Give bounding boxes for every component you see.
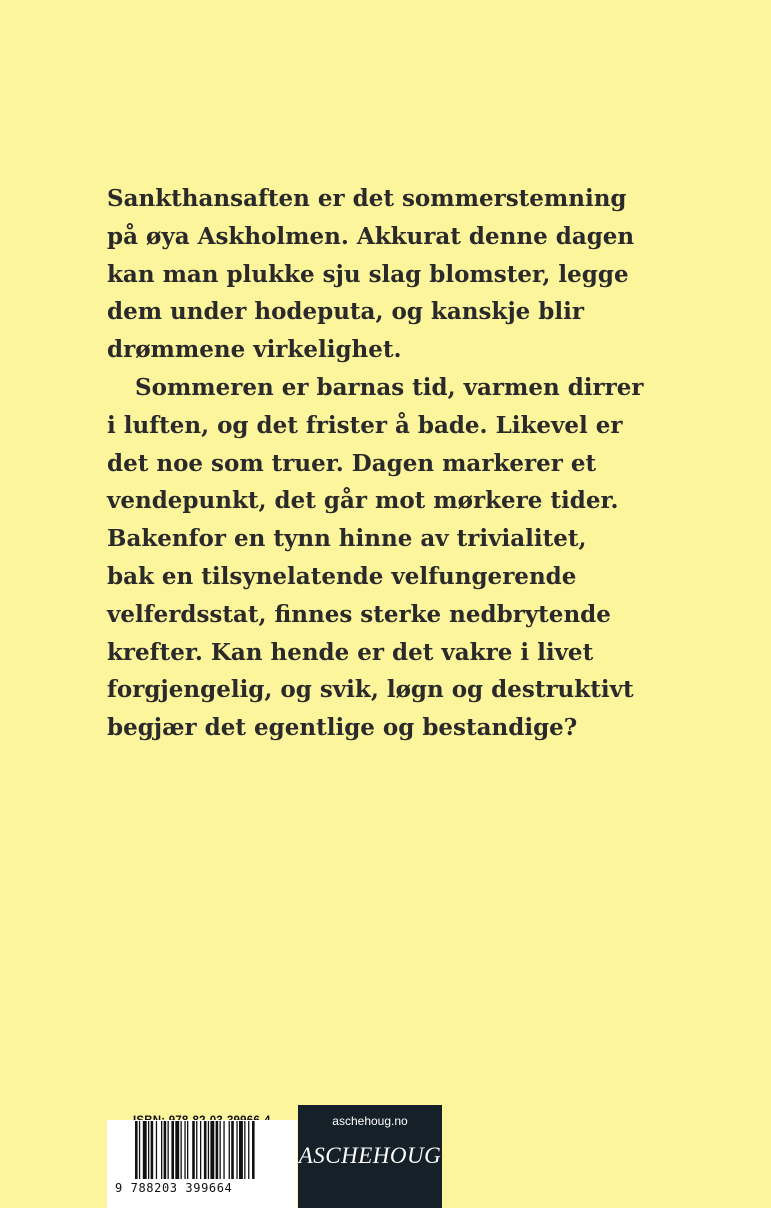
barcode-bar <box>210 1121 214 1179</box>
blurb-line: på øya Askholmen. Akkurat denne dagen <box>107 222 635 250</box>
blurb-line: Sankthansaften er det sommerstemning <box>107 185 627 212</box>
barcode-bar <box>200 1121 201 1179</box>
barcode-bar <box>196 1121 197 1179</box>
blurb-line: bak en tilsynelatende velfungerende <box>107 562 577 590</box>
barcode-bar <box>208 1121 209 1179</box>
blurb-line: det noe som truer. Dagen markerer et <box>107 449 597 477</box>
barcode-bar <box>187 1121 188 1179</box>
back-cover-blurb <box>107 180 707 747</box>
barcode-bar <box>236 1121 237 1179</box>
blurb-line: i luften, og det frister å bade. Likevel er <box>107 411 623 439</box>
barcode-bar <box>161 1121 162 1179</box>
barcode-bar <box>181 1121 182 1179</box>
barcode-bar <box>139 1121 140 1179</box>
barcode-bar <box>229 1121 230 1179</box>
barcode-bar <box>135 1121 138 1179</box>
publisher-logo: ASCHEHOUG <box>298 1143 442 1168</box>
blurb-line: drømmene virkelighet. <box>107 336 402 364</box>
barcode-bar <box>220 1121 221 1179</box>
barcode-bar <box>143 1121 147 1179</box>
barcode-bar <box>231 1121 234 1179</box>
barcode-bar <box>164 1121 167 1179</box>
barcode-bar <box>148 1121 149 1179</box>
blurb-line: velferdsstat, finnes sterke nedbrytende <box>107 600 611 628</box>
blurb-line: vendepunkt, det går mot mørkere tider. <box>107 487 619 515</box>
blurb-line: dem under hodeputa, og kanskje blir <box>107 298 584 326</box>
barcode-bars <box>135 1121 291 1179</box>
blurb-line: forgjengelig, og svik, løgn og destruktivt <box>107 676 634 704</box>
blurb-line: krefter. Kan hende er det vakre i livet <box>107 638 594 666</box>
barcode-bar <box>175 1121 179 1179</box>
barcode <box>107 1120 297 1208</box>
publisher-url: aschehoug.no <box>332 1114 408 1128</box>
barcode-bar <box>244 1121 245 1179</box>
barcode-bar <box>252 1121 255 1179</box>
blurb-line: Bakenfor en tynn hinne av trivialitet, <box>107 525 587 553</box>
barcode-bar <box>248 1121 249 1179</box>
barcode-bar <box>156 1121 157 1179</box>
barcode-bar <box>204 1121 207 1179</box>
blurb-line: Sommeren er barnas tid, varmen dirrer <box>135 373 644 401</box>
barcode-bar <box>168 1121 169 1179</box>
barcode-bar <box>171 1121 174 1179</box>
barcode-bar <box>239 1121 243 1179</box>
blurb-line: kan man plukke sju slag blomster, legge <box>107 260 629 288</box>
barcode-bar <box>216 1121 219 1179</box>
publisher-block <box>298 1105 442 1208</box>
barcode-bar <box>184 1121 185 1179</box>
barcode-digits: 9 788203 399664 <box>115 1181 233 1195</box>
barcode-bar <box>223 1121 224 1179</box>
blurb-line: begjær det egentlige og bestandige? <box>107 714 578 742</box>
barcode-bar <box>151 1121 154 1179</box>
barcode-bar <box>192 1121 195 1179</box>
